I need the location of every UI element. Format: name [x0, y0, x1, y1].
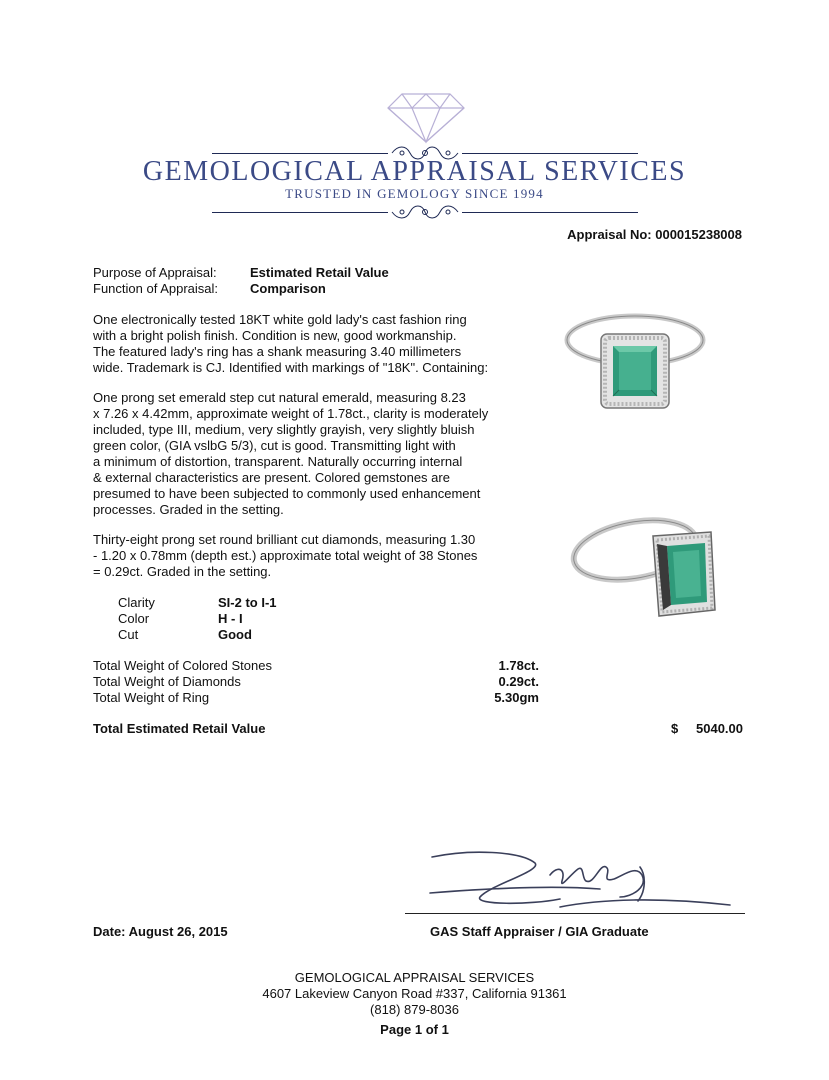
- cut-value: Good: [218, 627, 252, 642]
- appraisal-date: Date: August 26, 2015: [93, 924, 228, 939]
- total-ring-label: Total Weight of Ring: [93, 690, 210, 705]
- retail-value-label: Total Estimated Retail Value: [93, 721, 266, 736]
- emerald-description: One prong set emerald step cut natural emerald, measuring 8.23 x 7.26 x 4.42mm, approximate weight of 1.78ct., clarity is moderately included, type III, medium, very slightly grayish, very slightly bluish green color, (GIA vslbG 5/3), cut is good. Transmitting light with a minimum of distortion, transparent. Naturally occurring internal & external characteristics are present. Colored gemstones are presumed to have been subjected to commonly used enhancement processes. Graded in the setting.: [93, 390, 489, 517]
- brand-tagline: TRUSTED IN GEMOLOGY SINCE 1994: [285, 186, 544, 201]
- ring-photo-angled: [565, 510, 725, 625]
- brand-title: GEMOLOGICAL APPRAISAL SERVICES: [142, 156, 687, 187]
- purpose-label: Purpose of Appraisal:: [93, 265, 217, 280]
- currency-symbol: $: [671, 721, 679, 736]
- function-value: Comparison: [250, 281, 326, 296]
- total-colored-label: Total Weight of Colored Stones: [93, 658, 272, 673]
- page-number: Page 1 of 1: [380, 1022, 449, 1037]
- total-ring-value: 5.30gm: [494, 690, 539, 705]
- footer-phone: (818) 879-8036: [370, 1002, 459, 1017]
- clarity-label: Clarity: [118, 595, 155, 610]
- diamonds-description: Thirty-eight prong set round brilliant cut diamonds, measuring 1.30 - 1.20 x 0.78mm (depth est.) approximate total weight of 38 Stones = 0.29ct. Graded in the setting.: [93, 532, 478, 579]
- ring-photo-top: [555, 300, 715, 422]
- signature-line: [405, 913, 745, 914]
- footer-company: GEMOLOGICAL APPRAISAL SERVICES: [294, 970, 535, 985]
- ring-description: One electronically tested 18KT white gold lady's cast fashion ring with a bright polish finish. Condition is new, good workmanship. The featured lady's ring has a shank measuring 3.40 millimeters wide. Trademark is CJ. Identified with markings of "18K". Containing:: [93, 312, 489, 375]
- clarity-value: SI-2 to I-1: [218, 595, 277, 610]
- total-diamonds-label: Total Weight of Diamonds: [93, 674, 241, 689]
- total-colored-value: 1.78ct.: [498, 658, 539, 673]
- total-diamonds-value: 0.29ct.: [498, 674, 539, 689]
- cut-label: Cut: [118, 627, 139, 642]
- appraiser-title: GAS Staff Appraiser / GIA Graduate: [430, 924, 649, 939]
- retail-value: 5040.00: [696, 721, 743, 736]
- diamond-logo-icon: [386, 88, 466, 144]
- footer-address: 4607 Lakeview Canyon Road #337, California 91361: [262, 986, 567, 1001]
- color-value: H - I: [218, 611, 243, 626]
- function-label: Function of Appraisal:: [93, 281, 219, 296]
- appraisal-number: Appraisal No: 000015238008: [567, 227, 742, 242]
- scroll-ornament-icon: [388, 202, 462, 222]
- purpose-value: Estimated Retail Value: [250, 265, 389, 280]
- color-label: Color: [118, 611, 150, 626]
